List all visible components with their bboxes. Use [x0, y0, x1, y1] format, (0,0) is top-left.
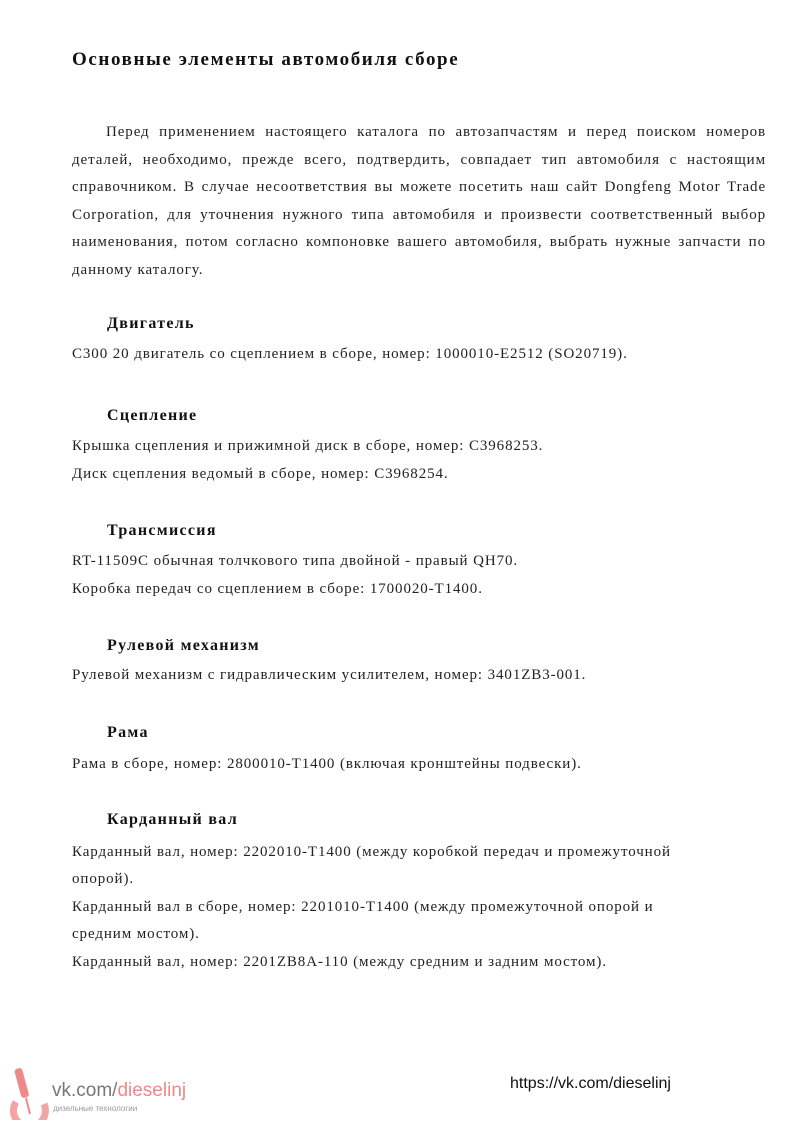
heading-clutch: Сцепление: [107, 407, 198, 424]
watermark-logo: [8, 1064, 187, 1125]
logo-text: vk.com/dieselinj: [52, 1080, 187, 1101]
page-title: Основные элементы автомобиля сборе: [72, 49, 460, 70]
heading-engine: Двигатель: [107, 315, 195, 332]
text-line: Карданный вал в сборе, номер: 2201010-T1400 (между промежуточной опорой и: [72, 899, 654, 915]
injector-logo-icon: [8, 1064, 52, 1120]
text-line: средним мостом).: [72, 926, 200, 942]
text-line: опорой).: [72, 871, 134, 887]
heading-transmission: Трансмиссия: [107, 522, 217, 539]
text-line: Крышка сцепления и прижимной диск в сборе, номер: C3968253.: [72, 438, 544, 454]
text-line: Рама в сборе, номер: 2800010-T1400 (включая кронштейны подвески).: [72, 756, 582, 772]
text-line: Карданный вал, номер: 2201ZB8A-110 (между средним и задним мостом).: [72, 954, 607, 970]
logo-subtitle: дизельные технологии: [53, 1104, 138, 1113]
text-line: Карданный вал, номер: 2202010-T1400 (между коробкой передач и промежуточной: [72, 844, 671, 860]
heading-steering: Рулевой механизм: [107, 637, 261, 654]
text-line: С300 20 двигатель со сцеплением в сборе, номер: 1000010-E2512 (SO20719).: [72, 346, 628, 362]
text-line: Диск сцепления ведомый в сборе, номер: C3968254.: [72, 466, 449, 482]
footer-url[interactable]: https://vk.com/dieselinj: [510, 1075, 671, 1092]
heading-frame: Рама: [107, 724, 149, 741]
intro-paragraph: Перед применением настоящего каталога по автозапчастям и перед поиском номеров деталей, необходимо, прежде всего, подтвердить, совпадает тип автомобиля с настоящим справочником. В случае несоответствия вы можете посетить наш сайт Dongfeng Motor Trade Corporation, для уточнения нужного типа автомобиля и произвести соответственный выбор наименования, потом согласно компоновке вашего автомобиля, выбрать нужные запчасти по данному каталогу.: [72, 124, 766, 278]
text-line: Коробка передач со сцеплением в сборе: 1700020-T1400.: [72, 581, 483, 597]
text-line: Рулевой механизм с гидравлическим усилителем, номер: 3401ZB3-001.: [72, 667, 587, 683]
heading-driveshaft: Карданный вал: [107, 811, 238, 828]
text-line: RT-11509C обычная толчкового типа двойной - правый QH70.: [72, 553, 519, 569]
